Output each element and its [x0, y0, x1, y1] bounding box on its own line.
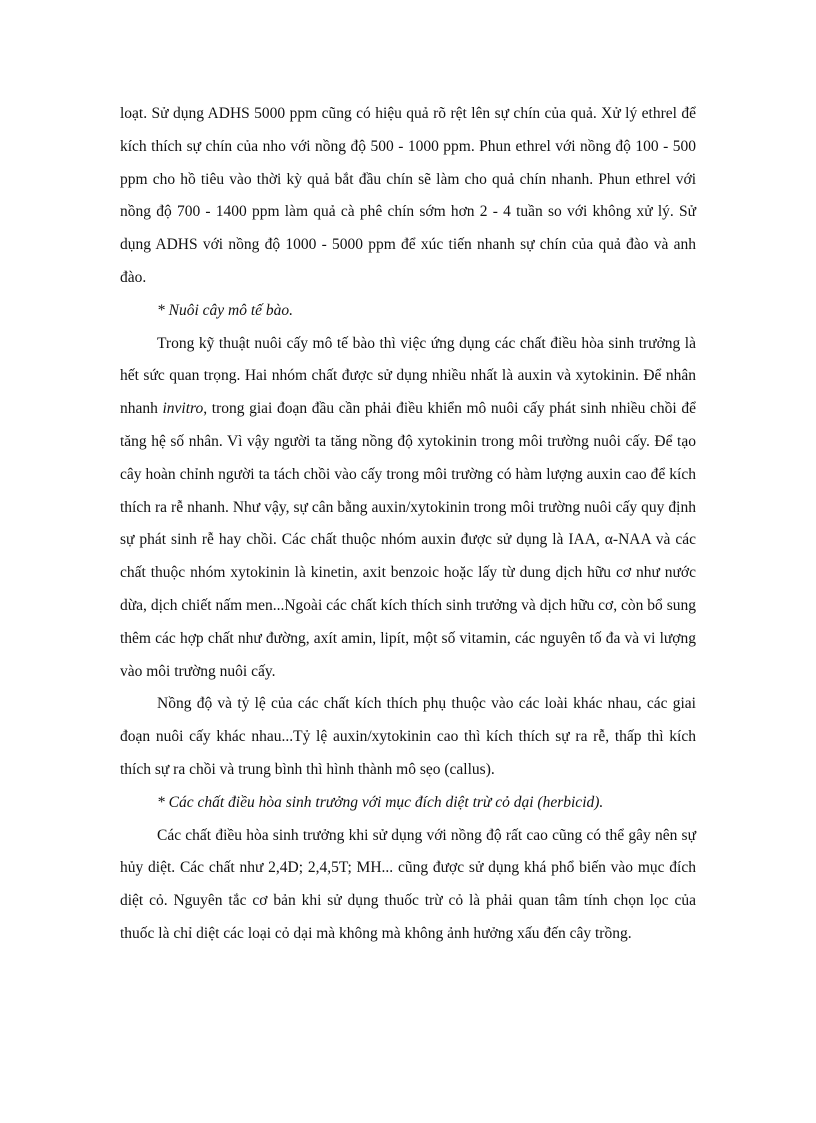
heading-tissue-culture: * Nuôi cây mô tế bào. [157, 301, 294, 319]
paragraph-tissue-culture-italic: invitro [162, 400, 204, 418]
document-page [120, 98, 696, 951]
heading-herbicide: * Các chất điều hòa sinh trưởng với mục đích diệt trừ cỏ dại (herbicid). [157, 793, 604, 811]
paragraph-ripening: loạt. Sử dụng ADHS 5000 ppm cũng có hiệu quả rõ rệt lên sự chín của quả. Xử lý ethrel để kích thích sự chín của nho với nồng độ 500 - 1000 ppm. Phun ethrel với nồng độ 100 - 500 ppm cho hồ tiêu vào thời kỳ quả bắt đầu chín sẽ làm cho quả chín nhanh. Phun ethrel với nồng độ 700 - 1400 ppm làm quả cà phê chín sớm hơn 2 - 4 tuần so với không xử lý. Sử dụng ADHS với nồng độ 1000 - 5000 ppm để xúc tiến nhanh sự chín của quả đào và anh đào. [120, 105, 696, 286]
paragraph-concentration-ratio: Nồng độ và tỷ lệ của các chất kích thích phụ thuộc vào các loài khác nhau, các giai đoạn nuôi cấy khác nhau...Tỷ lệ auxin/xytokinin cao thì kích thích sự ra rễ, thấp thì kích thích sự ra chồi và trung bình thì hình thành mô sẹo (callus). [120, 695, 696, 778]
paragraph-tissue-culture-text-1: Trong kỹ thuật nuôi cấy mô tế bào thì việc ứng dụng các chất điều hòa sinh trưởng là hết sức quan trọng. Hai nhóm chất được sử dụng nhiều nhất là auxin và xytokinin. Để nhân nhanh [120, 334, 696, 418]
paragraph-tissue-culture-text-2: , trong giai đoạn đầu cần phải điều khiển mô nuôi cấy phát sinh nhiều chồi để tăng hệ số nhân. Vì vậy người ta tăng nồng độ xytokinin trong môi trường nuôi cấy. Để tạo cây hoàn chỉnh người ta tách chồi vào cấy trong môi trường có hàm lượng auxin cao để kích thích ra rễ nhanh. Như vậy, sự cân bằng auxin/xytokinin trong môi trường nuôi cấy quy định sự phát sinh rễ hay chồi. Các chất thuộc nhóm auxin được sử dụng là IAA, α-NAA và các chất thuộc nhóm xytokinin là kinetin, axit benzoic hoặc lấy từ dung dịch hữu cơ như nước dừa, dịch chiết nấm men...Ngoài các chất kích thích sinh trưởng và dịch hữu cơ, còn bổ sung thêm các hợp chất như đường, axít amin, lipít, một số vitamin, các nguyên tố đa và vi lượng vào môi trường nuôi cấy. [120, 400, 696, 680]
paragraph-herbicide: Các chất điều hòa sinh trưởng khi sử dụng với nồng độ rất cao cũng có thể gây nên sự hủy diệt. Các chất như 2,4D; 2,4,5T; MH... cũng được sử dụng khá phổ biến vào mục đích diệt cỏ. Nguyên tắc cơ bản khi sử dụng thuốc trừ cỏ là phải quan tâm tính chọn lọc của thuốc là chỉ diệt các loại cỏ dại mà không mà không ảnh hưởng xấu đến cây trồng. [120, 826, 696, 942]
paragraph-tissue-culture [120, 328, 696, 689]
